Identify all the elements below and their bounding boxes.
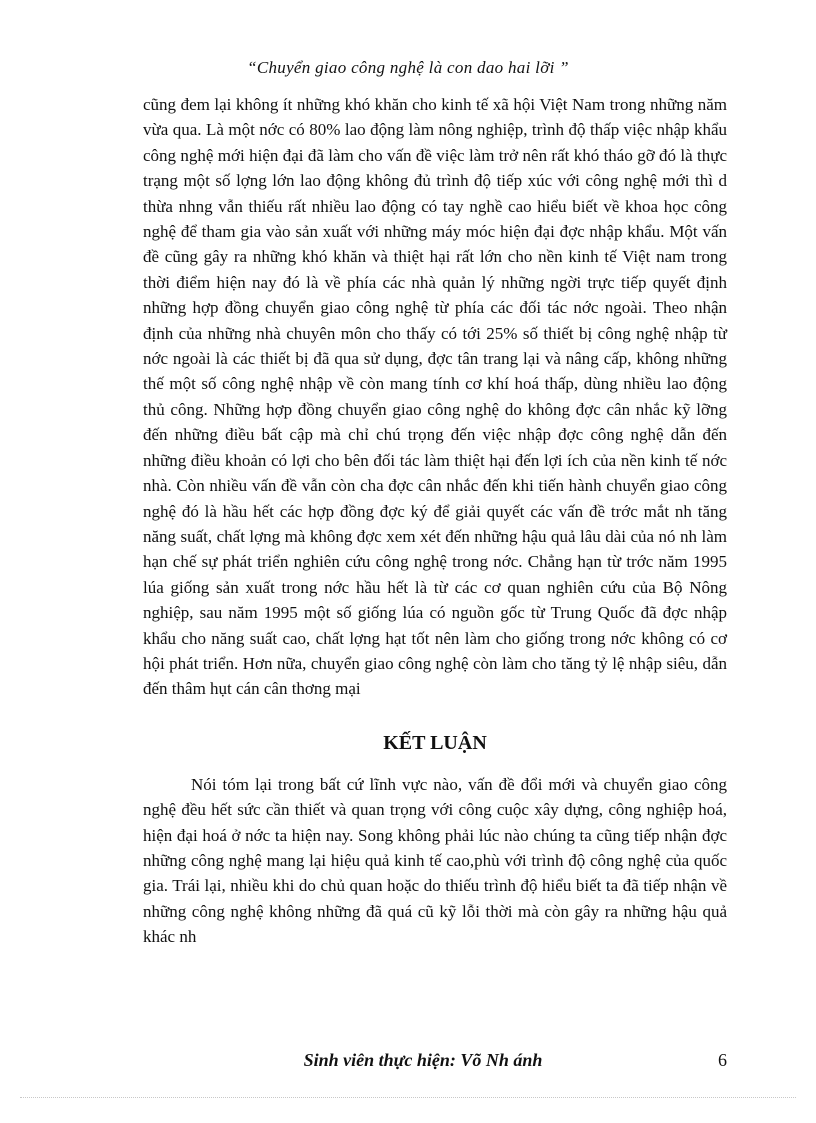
body-paragraph-2: Nói tóm lại trong bất cứ lĩnh vực nào, vấn đề đổi mới và chuyển giao công nghệ đều hết sức cần thiết và quan trọng với công cuộc xây dựng, công nghiệp hoá, hiện đại hoá ở nớc ta hiện nay. Song không phải lúc nào chúng ta cũng tiếp nhận đợc những công nghệ mang lại hiệu quả kinh tế cao,phù với trình độ công nghệ của quốc gia. Trái lại, nhiều khi do chủ quan hoặc do thiếu trình độ hiểu biết ta đã tiếp nhận về những công nghệ không những đã quá cũ kỹ lỗi thời mà còn gây ra những hậu quả khác nh [143,774,727,947]
running-header: “Chuyển giao công nghệ là con dao hai lỡi ” [247,58,569,77]
page-footer [143,1050,727,1076]
document-body [143,92,727,950]
section-heading: KẾT LUẬN [383,731,487,754]
page-number: 6 [718,1050,727,1070]
body-paragraph-1: cũng đem lại không ít những khó khăn cho kinh tế xã hội Việt Nam trong những năm vừa qua. Là một nớc có 80% lao động làm nông nghiệp, trình độ thấp việc nhập khẩu công nghệ mới hiện đại đã làm cho vấn đề việc làm trở nên rất khó tháo gỡ đó là thực trạng một số lợng lớn lao động không đủ trình độ tiếp xúc với công nghệ mới thì d thừa nhng vẫn thiếu rất nhiều lao động có tay nghề cao hiểu biết về khoa học công nghệ để tham gia vào sản xuất với những máy móc hiện đại đợc nhập khẩu. Một vấn đề cũng gây ra những khó khăn và thiệt hại rất lớn cho nền kinh tế Việt nam trong thời điểm hiện nay đó là về phía các nhà quản lý những ngời trực tiếp quyết định những hợp đồng chuyển giao công nghệ từ phía các đối tác nớc ngoài. Theo nhận định của những nhà chuyên môn cho thấy có tới 25% số thiết bị công nghệ nhập từ nớc ngoài là các thiết bị đã qua sử dụng, đợc tân trang lại và nâng cấp, không những thế một số công nghệ nhập về còn mang tính cơ khí hoá thấp, dùng nhiều lao động thủ công. Những hợp đồng chuyển giao công nghệ do không đợc cân nhắc kỹ lỡng đến những điều bất cập mà chỉ chú trọng đến việc nhập đợc công nghệ dẫn đến những điều khoản có lợi cho bên đối tác làm thiệt hại đến lợi ích của nền kinh tế nớc nhà. Còn nhiều vấn đề vẫn còn cha đợc cân nhắc đến khi tiến hành chuyển giao công nghệ đó là hầu hết các hợp đồng đợc ký để giải quyết các vấn đề trớc mắt nh tăng năng suất, chất lợng mà không đợc xem xét đến những hậu quả lâu dài của nó nh làm hạn chế sự phát triển nghiên cứu công nghệ trong nớc. Chẳng hạn từ trớc năm 1995 lúa giống sản xuất trong nớc hầu hết là từ các cơ quan nghiên cứu của Bộ Nông nghiệp, sau năm 1995 một số giống lúa có nguồn gốc từ Trung Quốc đã đợc nhập khẩu cho năng suất cao, chất lợng hạt tốt nên làm cho giống trong nớc không có cơ hội phát triển. Hơn nữa, chuyển giao công nghệ còn làm cho tăng tỷ lệ nhập siêu, dẫn đến thâm hụt cán cân thơng mại [143,95,727,699]
footer-author: Sinh viên thực hiện: Võ Nh ánh [303,1050,543,1070]
page-bottom-divider [20,1097,796,1098]
